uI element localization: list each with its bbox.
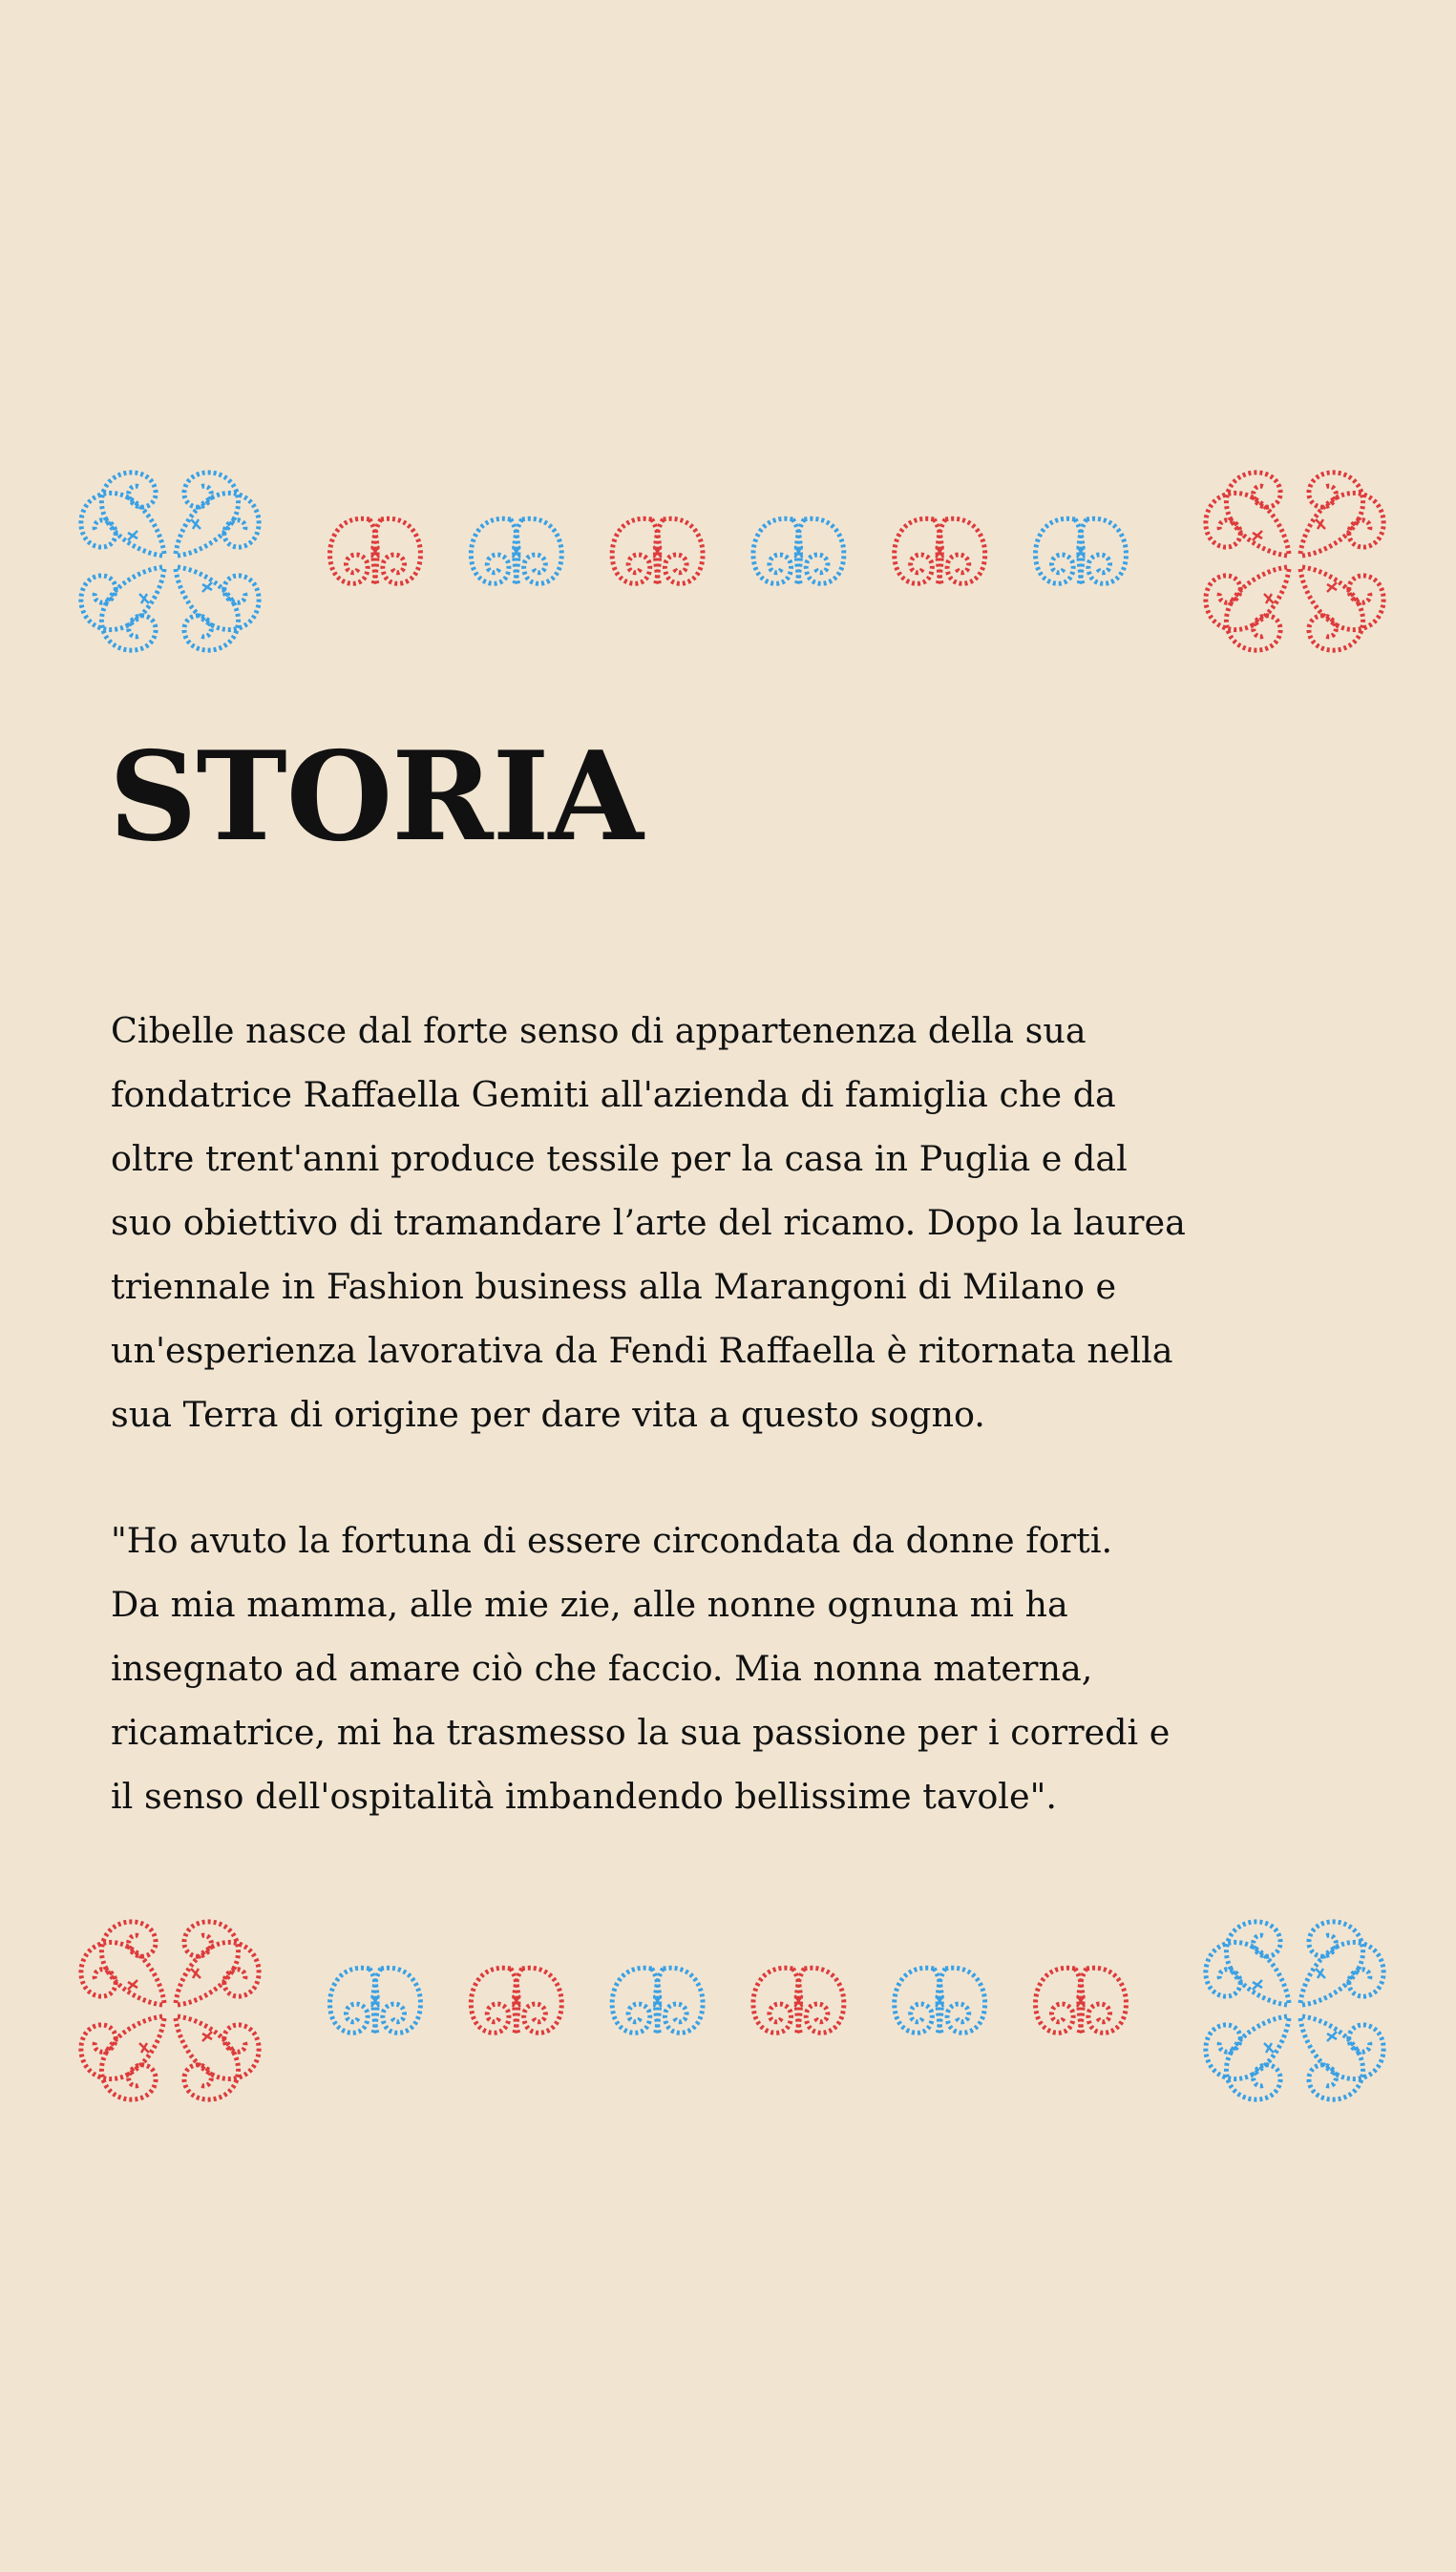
ornament-band-top-svg [0, 466, 1456, 657]
embroidery-motif-icon [330, 1968, 421, 2034]
paragraph-line: oltre trent'anni produce tessile per la casa in Puglia e dal [111, 1138, 1128, 1179]
paragraph-line: ricamatrice, mi ha trasmesso la sua passione per i corredi e [111, 1712, 1171, 1753]
ornament-band-bottom-svg [0, 1915, 1456, 2106]
embroidery-motif-row [330, 1968, 1127, 2034]
embroidery-motif-icon [1036, 1968, 1127, 2034]
paragraph-line: Cibelle nasce dal forte senso di appartenenza della sua [111, 1010, 1087, 1051]
paragraph-line: suo obiettivo di tramandare l’arte del ricamo. Dopo la laurea [111, 1202, 1186, 1243]
paragraph-line: insegnato ad amare ciò che faccio. Mia nonna materna, [111, 1648, 1093, 1689]
embroidery-motif-icon [753, 1968, 844, 2034]
paragraph-line: fondatrice Raffaella Gemiti all'azienda di famiglia che da [111, 1074, 1116, 1115]
embroidery-motif-icon [612, 518, 703, 584]
paragraph-line: "Ho avuto la fortuna di essere circondata da donne forti. [111, 1520, 1113, 1561]
embroidery-corner-right-icon [1206, 473, 1383, 650]
paragraph-line: Da mia mamma, alle mie zie, alle nonne ognuna mi ha [111, 1584, 1068, 1625]
embroidery-motif-icon [753, 518, 844, 584]
embroidery-motif-icon [330, 518, 421, 584]
story-paragraph-quote [111, 1508, 1285, 1828]
paragraph-line: triennale in Fashion business alla Marangoni di Milano e [111, 1266, 1117, 1307]
embroidery-corner-left-icon [81, 473, 259, 650]
embroidery-motif-icon [471, 518, 561, 584]
embroidery-corner-left-icon [81, 1922, 259, 2099]
embroidery-motif-icon [895, 1968, 985, 2034]
embroidery-motif-row [330, 518, 1127, 584]
embroidery-motif-icon [895, 518, 985, 584]
page-title: STORIA [109, 726, 643, 869]
embroidery-motif-icon [1036, 518, 1127, 584]
story-paragraph-1 [111, 999, 1285, 1446]
embroidery-motif-icon [471, 1968, 561, 2034]
ornament-band-top [0, 466, 1456, 657]
paragraph-line: il senso dell'ospitalità imbandendo bellissime tavole". [111, 1776, 1057, 1817]
ornament-band-bottom [0, 1915, 1456, 2106]
paragraph-line: un'esperienza lavorativa da Fendi Raffaella è ritornata nella [111, 1330, 1173, 1371]
paragraph-line: sua Terra di origine per dare vita a questo sogno. [111, 1394, 985, 1435]
embroidery-corner-right-icon [1206, 1922, 1383, 2099]
embroidery-motif-icon [612, 1968, 703, 2034]
